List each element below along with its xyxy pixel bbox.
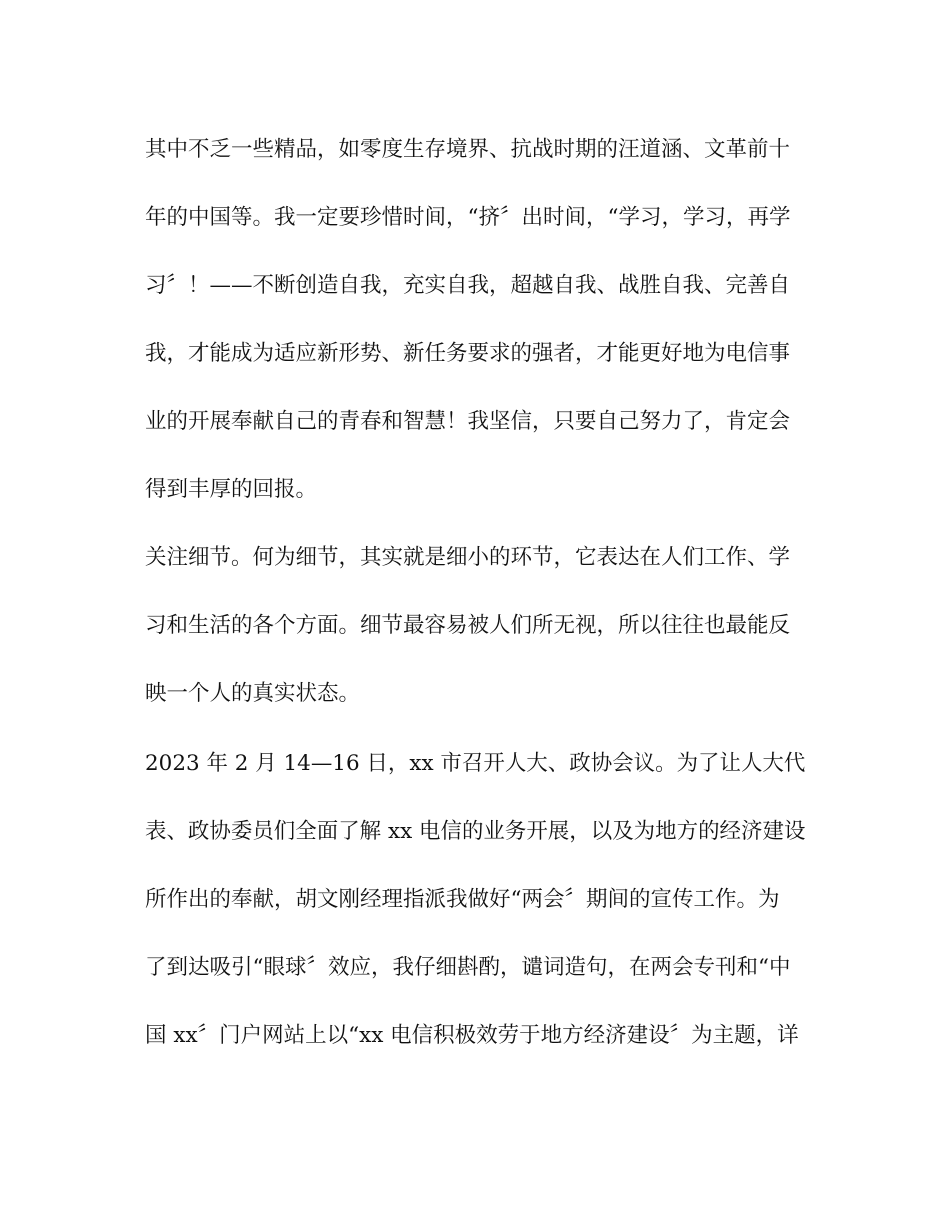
text-line: 所作出的奉献，胡文刚经理指派我做好“两会〞期间的宣传工作。为 (145, 887, 780, 912)
text-line: 映一个人的真实状态。 (145, 681, 361, 706)
text-line: 习和生活的各个方面。细节最容易被人们所无视，所以往往也最能反 (145, 613, 791, 638)
text-line: 2023 年 2 月 14—16 日，xx 市召开人大、政协会议。为了让人大代 (145, 751, 806, 776)
text-line: 习〞！——不断创造自我，充实自我，超越自我、战胜自我、完善自 (145, 273, 791, 298)
text-line: 年的中国等。我一定要珍惜时间，“挤〞出时间，“学习，学习，再学 (145, 205, 791, 230)
text-line: 关注细节。何为细节，其实就是细小的环节，它表达在人们工作、学 (145, 545, 791, 570)
text-line: 其中不乏一些精品，如零度生存境界、抗战时期的汪道涵、文革前十 (145, 137, 791, 162)
text-line: 业的开展奉献自己的青春和智慧！我坚信，只要自己努力了，肯定会 (145, 409, 791, 434)
text-line: 得到丰厚的回报。 (145, 477, 318, 502)
text-line: 我，才能成为适应新形势、新任务要求的强者，才能更好地为电信事 (145, 341, 791, 366)
text-line: 了到达吸引“眼球〞效应，我仔细斟酌，谴词造句，在两会专刊和“中 (145, 955, 791, 980)
text-line: 表、政协委员们全面了解 xx 电信的业务开展，以及为地方的经济建设 (145, 819, 806, 844)
text-line: 国 xx〞门户网站上以“xx 电信积极效劳于地方经济建设〞为主题，详 (145, 1023, 799, 1048)
